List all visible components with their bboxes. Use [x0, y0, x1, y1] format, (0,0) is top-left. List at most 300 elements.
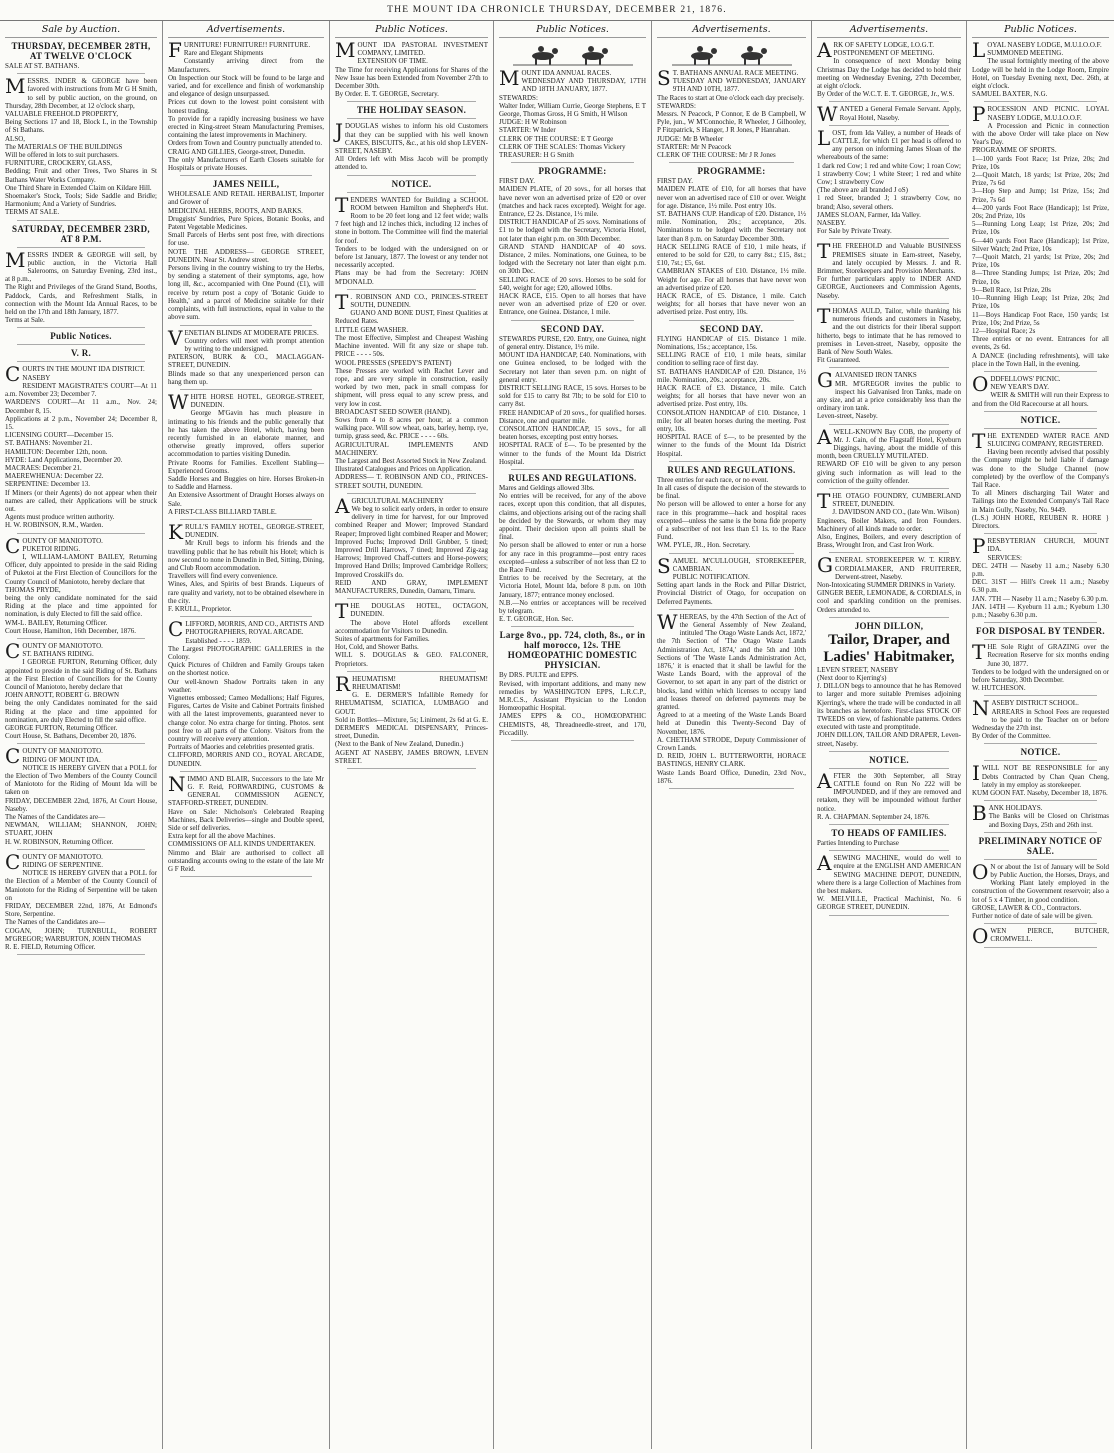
- ad-text-content: CAMBRIAN STAKES of £10. Distance, 1½ mile. Weight for age. For all horses that have never won an advertised prize of £20.: [657, 267, 806, 292]
- ad-text-content: NEW YEAR'S DAY.: [990, 383, 1050, 392]
- ad-text: [817, 666, 961, 674]
- drop-cap: L: [972, 38, 986, 62]
- advertisement: [972, 696, 1109, 744]
- ad-text: [5, 627, 157, 635]
- ad-text-content: 1 dark red Cow; 1 red and white Cow; 1 roan Cow; 1 strawberry Cow; 1 white Steer; 1 red and white Cow; 1 strawberry Cow: [817, 161, 961, 187]
- ad-text-content: ENETIAN BLINDS AT MODERATE PRICES.: [184, 328, 319, 337]
- ad-text-content: DEC. 24TH — Naseby 11 a.m.; Naseby 6.30 p.m.: [972, 561, 1109, 578]
- columns: [0, 21, 1114, 1453]
- ad-text: [499, 492, 646, 541]
- ad-text: [168, 539, 324, 572]
- ad-text-content: The Time for receiving Applications for Shares of the New Issue has been Extended from November 27th to December 30th.: [335, 65, 488, 91]
- ad-text: [499, 243, 646, 276]
- ad-text: [5, 464, 157, 472]
- ad-text: [168, 580, 324, 605]
- drop-cap: W: [657, 609, 678, 634]
- ad-text-content: RK OF SAFETY LODGE, I.O.G.T.: [833, 41, 934, 49]
- advertisement: [168, 38, 324, 176]
- advertisement: [657, 465, 806, 554]
- ad-text-content: Persons living in the country wishing to try the Herbs, by sending a statement of their symptoms, age, how long ill, &c., accompanied with One Pound (£1), will receive by return post a copy of 'Botanic Guide to Health,' and a parcel of Medicine suitable for their complaints, with full instructions, equal in value to the above sum.: [168, 264, 324, 322]
- ad-text: [335, 334, 488, 359]
- ad-text-content: The Largest and Best Assorted Stock in New Zealand.: [335, 456, 487, 465]
- ad-text-content: Tenders to be lodged with the undersigned on or before Saturday, 30th December.: [972, 667, 1109, 685]
- ad-text-content: A DANCE (including refreshments), will take place in the Town Hall, in the evening.: [972, 351, 1109, 368]
- drop-cap: C: [5, 533, 21, 558]
- column-heading: Advertisements.: [817, 24, 961, 38]
- ad-text: [5, 472, 157, 480]
- ad-text: [168, 207, 324, 215]
- ad-text-content: ANK HOLIDAYS.: [988, 804, 1043, 813]
- ad-text: [972, 122, 1109, 147]
- ad-text: [817, 460, 961, 485]
- horse-racing-illustration-icon: [499, 41, 646, 67]
- ad-text: [972, 253, 1109, 269]
- ad-text: [168, 832, 324, 840]
- ad-text: [168, 519, 324, 544]
- advertisement: [657, 609, 806, 789]
- ad-text-content: (Next door to Kjerring's): [817, 674, 887, 682]
- ad-text-content: N.B.—No entries or acceptances will be received by telegram.: [499, 598, 646, 615]
- ad-text: [168, 637, 324, 645]
- divider: [984, 760, 1097, 761]
- divider: [984, 859, 1097, 860]
- ad-text: [168, 148, 324, 156]
- ad-text-content: COGAN, JOHN; TURNBULL, ROBERT M'GREGOR; WARBURTON, JOHN THOMAS: [5, 926, 157, 943]
- ad-text-content: Messrs. N Peacock, P Connor, E de B Campbell, W Pyle, jun., W M'Connochie, R Wheeler, J Gilhooley, P Fitzpatrick, S Hanger, J R Jones, P Hanrahan.: [657, 110, 806, 135]
- ad-text-content: ESSRS INDER & GEORGE will sell, by public auction, in the Victoria Hall Salerooms, on Saturday Evening, 23rd inst., at 8 p.m.,: [5, 250, 157, 284]
- ad-text: [168, 661, 324, 677]
- divider: [347, 192, 476, 193]
- ad-text-content: ST. BATHANS CUP. Handicap of £20. Distance, 1½ mile. Nomination, 20s.; acceptance, 20s. Nominations to be lodged with the Secretary not later than 8 p.m. on Saturday December 30th.: [657, 210, 806, 243]
- ad-text: [817, 851, 961, 896]
- ad-text-content: . ROBINSON AND CO., PRINCES-STREET SOUTH, DUNEDIN.: [350, 292, 488, 310]
- ad-text: [972, 383, 1109, 391]
- ad-text-content: Leven-street, Naseby.: [817, 412, 878, 421]
- advertisement: [5, 74, 157, 220]
- ad-text-content: JUDGE: H W Robinson: [499, 118, 567, 127]
- ad-text: [657, 573, 806, 581]
- ad-text-content: OST, from Ida Valley, a number of Heads of CATTLE, for which £1 per head is offered to any person on informing James Sloan of the whereabouts of the same:: [817, 128, 961, 162]
- divider: [511, 162, 634, 163]
- advertisement: [817, 621, 961, 752]
- ad-text: [499, 541, 646, 574]
- ad-text: [5, 62, 157, 70]
- ad-text: [335, 408, 488, 416]
- ad-text: [817, 275, 961, 300]
- divider: [511, 740, 634, 741]
- ad-text-content: NASEBY.: [817, 219, 846, 228]
- ad-text-content: By DRS. PULTE and EPPS.: [499, 671, 579, 680]
- ad-text-content: The Largest PHOTOGRAPHIC GALLERIES in the Colony.: [168, 644, 324, 662]
- ad-text-content: being the only candidate nominated for the said Riding at the place and time appointed for nomination, is duly Elected to fill the said office.: [5, 593, 157, 619]
- ad-text: [499, 94, 646, 102]
- ad-text: [972, 603, 1109, 619]
- ad-text-content: Illustrated Catalogues and Prices on Application.: [335, 465, 472, 474]
- ad-text-content: Mares and Geldings allowed 3lbs.: [499, 483, 595, 492]
- ad-text-content: Agreed to at a meeting of the Waste Lands Board held at Dunedin this Twenty-Second Day of November, 1876.: [657, 711, 806, 736]
- advertisement: [499, 166, 646, 320]
- ad-text-content: By Order. E. T. GEORGE, Secretary.: [335, 90, 439, 99]
- drop-cap: V: [168, 325, 183, 350]
- divider: [829, 617, 949, 618]
- ad-text: [657, 335, 806, 351]
- advertisement: [5, 41, 157, 74]
- ad-text-content: WM. PYLE, JR., Hon. Secretary.: [657, 541, 751, 550]
- drop-cap: T: [972, 640, 986, 665]
- divider: [347, 598, 476, 599]
- ad-text: [972, 812, 1109, 828]
- ad-text-content: TERMS AT SALE.: [5, 208, 60, 217]
- divider: [180, 771, 312, 772]
- ad-text-content: JAMES EPPS & CO., HOMŒOPATHIC CHEMISTS, 48, Threadneedle-street, and 170, Piccadilly.: [499, 712, 646, 737]
- ad-text: [499, 77, 646, 93]
- ad-text-content: WARDEN'S COURT—At 11 a.m., Nov. 24; December 8, 15.: [5, 398, 157, 415]
- ad-text-content: BROADCAST SEED SOWER (HAND).: [335, 407, 452, 416]
- ad-text-content: HAMILTON: December 12th, noon.: [5, 447, 108, 456]
- ad-text: [817, 589, 961, 614]
- ad-text-content: ENERAL STOREKEEPER W. T. KIRBY. CORDIALMAKER, AND FRUITERER, Derwent-street, Naseby.: [834, 556, 961, 581]
- ad-text: [657, 102, 806, 110]
- ad-text: [5, 159, 157, 167]
- ad-text: [168, 678, 324, 694]
- ad-title: SECOND DAY.: [540, 323, 605, 334]
- ad-text-content: HOMAS AULD, Tailor, while thanking his numerous friends and customers in Naseby, and the out districts for their liberal support hitherto, begs to intimate that he has removed to premises in Leven-street, Naseby, opposite the Bank of New South Wales.: [817, 306, 961, 356]
- ad-text-content: Waste Lands Board Office, Dunedin, 23rd Nov., 1876.: [657, 768, 806, 785]
- divider: [669, 162, 794, 163]
- ad-text-content: Portraits of Maories and celebrities presented gratis.: [168, 743, 314, 752]
- ad-text: [657, 177, 806, 185]
- ad-text: [817, 102, 961, 127]
- ad-text-content: Parties Intending to Purchase: [817, 839, 899, 848]
- ad-text-content: Setting apart lands in the Rock and Pillar District, Provincial District of Otago, for occupation on Deferred Payments.: [657, 581, 806, 606]
- ad-text-content: These Presses are worked with Rachet Lever and rope, and are very simple in construction, easily worked by two men, pack in small compass for shipment, will press equal to any screw press, and very low in cost.: [335, 366, 488, 408]
- ad-text: [499, 135, 646, 143]
- ad-text: [972, 761, 1109, 789]
- divider: [17, 247, 145, 248]
- ad-text-content: JOHN ARNOTT, ROBERT G. BROWN: [5, 691, 120, 700]
- divider: [17, 327, 145, 328]
- ad-text: [168, 694, 324, 743]
- ad-text-content: RESBYTERIAN CHURCH, MOUNT IDA.: [987, 537, 1109, 554]
- advertisement: [168, 179, 324, 325]
- ad-text-content: By Order of the Committee.: [972, 732, 1051, 741]
- ad-text: [499, 185, 646, 218]
- ad-text: [972, 789, 1109, 797]
- divider: [984, 428, 1097, 429]
- ad-text-content: Court House, Hamilton, 16th December, 1876.: [5, 626, 136, 635]
- ad-text: [335, 493, 488, 518]
- ad-text-content: MOUNT IDA HANDICAP, £40. Nominations, with one Guinea enclosed, to be lodged with the Secretary not later than seven p.m. on night of general entry.: [499, 351, 646, 384]
- ad-text: [168, 139, 324, 147]
- divider: [347, 289, 476, 290]
- ad-text: [817, 581, 961, 589]
- ad-text-content: NASEBY: [22, 373, 51, 382]
- drop-cap: C: [168, 617, 184, 642]
- advertisement: [5, 224, 157, 248]
- ad-text-content: 6—440 yards Foot Race (Handicap); 1st Prize, Silver Watch; 2nd Prize, 10s: [972, 236, 1109, 253]
- ad-text: [5, 764, 157, 797]
- ad-text-content: No person will be allowed to enter a horse for any race in this programme—hack and hospital races excepted—unless the same is the bona fide property of a subscriber of not less than £1 1s. to the Race Fund.: [657, 500, 806, 542]
- ad-text-content: The most Effective, Simplest and Cheapest Washing Machine invented. Will fit any size or shape tub. PRICE - - - - 50s.: [335, 333, 488, 359]
- masthead: THE MOUNT IDA CHRONICLE THURSDAY, DECEMBER 21, 1876.: [0, 0, 1114, 21]
- advertisement: [168, 617, 324, 772]
- ad-text: [335, 716, 488, 741]
- divider: [511, 320, 634, 321]
- ad-text: [335, 326, 488, 334]
- ad-text: [972, 912, 1109, 920]
- divider: [347, 118, 476, 119]
- column-4: [494, 21, 652, 1449]
- ad-text-content: FLYING HANDICAP of £15. Distance 1 mile. Nominations, 15s.; acceptance, 15s.: [657, 334, 806, 351]
- ad-title: SECOND DAY.: [699, 323, 764, 334]
- ad-text-content: MAEREWHENUA: December 22.: [5, 472, 104, 481]
- ad-text: [5, 918, 157, 926]
- ad-text: [335, 691, 488, 716]
- ad-text: [657, 135, 806, 143]
- ad-text-content: ESSRS. INDER & GEORGE have been favored with instructions from Mr G H Smith, to sell by public auction, on the ground, on Thursday, 28th December, at 12 o'clock sharp,: [5, 77, 157, 110]
- ad-text: [657, 210, 806, 243]
- ad-text-content: I, WILLIAM-LAMONT BAILEY, Returning Officer, duly appointed to preside in the said Riding of Puketoi at the First Election of Councillors for the County Council of Maniototo, hereby declare that: [5, 552, 157, 586]
- ad-text-content: HOSPITAL RACE of £—. To be presented by the winner to the funds of the Mount Ida District Hospital.: [499, 441, 646, 466]
- ad-text: [972, 668, 1109, 684]
- ad-text: [335, 57, 488, 65]
- ad-text: [168, 337, 324, 353]
- ad-text: [168, 74, 324, 99]
- ad-text: [5, 456, 157, 464]
- advertisement: [972, 415, 1109, 429]
- drop-cap: R: [335, 671, 351, 696]
- ad-text-content: CLERK OF THE COURSE: Mr J R Jones: [657, 151, 776, 160]
- column-heading: Sale by Auction.: [5, 24, 157, 38]
- advertisement: [335, 105, 488, 119]
- column-heading: Public Notices.: [499, 24, 646, 38]
- ad-text-content: GEORGE FURTON, Returning Officer.: [5, 724, 118, 733]
- ad-text: [5, 658, 157, 691]
- ad-text-content: ALVANISED IRON TANKS: [834, 371, 917, 380]
- ad-text: [817, 424, 961, 461]
- divider: [829, 850, 949, 851]
- ad-text-content: F. KRULL, Proprietor.: [168, 605, 232, 613]
- ad-text: [5, 902, 157, 918]
- ad-text: [972, 562, 1109, 578]
- ad-text-content: WEN PIERCE, BUTCHER, CROMWELL.: [990, 927, 1109, 944]
- ad-text: [335, 192, 488, 245]
- divider: [829, 824, 949, 825]
- ad-text: [5, 135, 157, 143]
- ad-text-content: E. T. GEORGE, Hon. Sec.: [499, 615, 574, 624]
- ad-text-content: HE OTAGO FOUNDRY, CUMBERLAND STREET, DUNEDIN.: [832, 491, 961, 509]
- ad-text: [5, 869, 157, 902]
- advertisement: [168, 771, 324, 877]
- ad-text: [5, 398, 157, 414]
- ad-text-content: Will be offered in lots to suit purchasers.: [5, 151, 119, 160]
- ad-text: [499, 102, 646, 118]
- ad-text: [5, 74, 157, 110]
- ad-text-content: 1 red Steer, branded J; 1 strawberry Cow, no brand; Also, several others.: [817, 194, 961, 211]
- ad-text: [972, 171, 1109, 187]
- advertisement: [657, 553, 806, 610]
- ad-text-content: HE EXTENDED WATER RACE AND SLUICING COMPANY, REGISTERED.: [987, 431, 1109, 448]
- ad-text: [817, 49, 961, 57]
- advertisement: [5, 348, 157, 362]
- ad-text-content: HYDE: Land Applications, December 20.: [5, 455, 123, 464]
- advertisement: [972, 428, 1109, 534]
- divider: [180, 519, 312, 520]
- column-heading: Public Notices.: [335, 24, 488, 38]
- advertisement: [657, 324, 806, 462]
- ad-text-content: TREASURER: H G Smith: [499, 151, 574, 160]
- ad-text-content: For Sale by Private Treaty.: [817, 227, 892, 236]
- divider: [829, 101, 949, 102]
- drop-cap: T: [972, 428, 986, 453]
- ad-text: [817, 125, 961, 162]
- ad-text-content: OUNTY OF MANIOTOTO.: [22, 536, 103, 545]
- ad-text: [972, 327, 1109, 335]
- ad-text: [168, 115, 324, 140]
- divider: [984, 639, 1097, 640]
- ad-text-content: CLERK OF THE COURSE: E T George: [499, 134, 614, 143]
- ad-text-content: HEUMATISM! RHEUMATISM! RHEUMATISM!: [352, 674, 488, 692]
- ad-text-content: The only Manufacturers of Earth Closets suitable for Hospitals or private Houses.: [168, 155, 324, 173]
- ad-text-content: WOOL PRESSES (SPEEDY'S PATENT): [335, 358, 452, 367]
- ad-text: [657, 243, 806, 268]
- advertisement: [817, 424, 961, 489]
- divider: [829, 751, 949, 752]
- ad-text-content: VALUABLE FREEHOLD PROPERTY,: [5, 110, 119, 119]
- ad-text-content: NOTICE IS HEREBY GIVEN that a POLL for the Election of Two Members of the County Council of Maniototo for the Riding of Mount Ida will be taken on: [5, 763, 157, 797]
- ad-text: [168, 849, 324, 874]
- ad-text: [168, 57, 324, 73]
- ad-text: [972, 924, 1109, 949]
- drop-cap: T: [335, 599, 349, 624]
- ad-text: [168, 771, 324, 808]
- ad-text: [499, 680, 646, 713]
- divider: [17, 220, 145, 221]
- ad-text-content: HACK SELLING RACE of £10, 1 mile heats, if entered to be sold for £20, to carry 8st.; £15, 8st.; £10, 7st.; £5, 6st.: [657, 242, 806, 268]
- ad-text-content: By Order of the W.C.T. E. T. GEORGE, Jr., W.S.: [817, 90, 955, 99]
- ad-text-content: HEREAS, by the 47th Section of the Act of the General Assembly of New Zealand, intituled 'The Otago Waste Lands Act, 1872,' the 7th Section of 'The Otago Waste Lands Administration Act, 1874,' and the 5th and 10th Sections of 'The Waste Lands Administration Act, 1876,' it is enacted that it shall be lawful for the Waste Lands Board, with the approval of the Governor, to set apart in any part of the district or blocks, land within which licenses to occupy land and leases thereof on deferred payments may be granted.: [657, 612, 806, 712]
- ad-text: [657, 752, 806, 768]
- ad-text: [5, 143, 157, 151]
- divider: [669, 461, 794, 462]
- divider: [347, 671, 476, 672]
- ad-text: [5, 439, 157, 447]
- ad-text: [168, 491, 324, 507]
- ad-text: [499, 335, 646, 351]
- ad-text: [335, 473, 488, 489]
- ad-text: [335, 269, 488, 285]
- ad-text: [657, 110, 806, 135]
- ad-text-content: George M'Gavin has much pleasure in intimating to his friends and the public generally that he has taken the above Hotel, which, having been recently furnished in an elaborate manner, and otherwise greatly improved, offers superior accommodation to parties visiting Dunedin.: [168, 409, 324, 459]
- ad-text-content: Druggists' Sundries, Pure Spices, Botanic Books, and Patent Vegetable Medicines.: [168, 214, 324, 232]
- ad-text: [972, 489, 1109, 514]
- ad-text-content: JAN. 7TH — Naseby 11 a.m.; Naseby 6.30 p.m.: [972, 594, 1108, 603]
- drop-cap: A: [817, 38, 832, 62]
- ad-title: RULES AND REGULATIONS.: [667, 464, 796, 475]
- ad-text-content: CONSOLATION HANDICAP, 15 sovs., for all beaten horses, excepting post entry horses.: [499, 424, 646, 442]
- divider: [984, 947, 1097, 948]
- ad-title: FOR DISPOSAL BY TENDER.: [976, 626, 1105, 637]
- ad-text: [972, 204, 1109, 220]
- divider: [17, 73, 145, 74]
- ad-text-content: WILL S. DOUGLAS & GEO. FALCONER, Proprietors.: [335, 651, 488, 668]
- ad-text-content: HE FREEHOLD and Valuable BUSINESS PREMISES situate in Earn-street, Naseby, and lately occupied by Messrs. J. and R. Brimmer, Storekeepers and Provision Merchants.: [817, 242, 961, 276]
- divider: [984, 923, 1097, 924]
- ad-text: [168, 645, 324, 661]
- ad-text: [5, 619, 157, 627]
- ad-text-content: JAN. 14TH — Kyeburn 11 a.m.; Kyeburn 1.30 p.m.; Naseby 6.30 p.m.: [972, 602, 1109, 619]
- ad-text: [657, 476, 806, 484]
- ad-text-content: Prices cut down to the lowest point consistent with honest trading.: [168, 98, 324, 115]
- ad-text: [335, 457, 488, 465]
- advertisement: [5, 247, 157, 329]
- ad-text-content: The Names of the Candidates are—: [5, 918, 106, 927]
- advertisement: [817, 102, 961, 127]
- ad-text: [5, 650, 157, 658]
- ad-text: [168, 459, 324, 475]
- ad-text: [657, 94, 806, 102]
- drop-cap: B: [972, 801, 987, 826]
- ad-text-content: OUNT IDA PASTORAL INVESTMENT COMPANY, LIMITED.: [357, 41, 488, 58]
- divider: [984, 832, 1097, 833]
- ad-text-content: COMMISSIONS OF ALL KINDS UNDERTAKEN.: [168, 840, 316, 849]
- ad-title: PROGRAMME:: [538, 166, 607, 177]
- advertisement: [499, 473, 646, 627]
- advertisement: [657, 41, 806, 163]
- ad-text: [972, 904, 1109, 912]
- ad-text-content: The Races to start at One o'clock each day precisely.: [657, 93, 804, 102]
- ad-text: [5, 813, 157, 821]
- ad-text: [168, 508, 324, 516]
- ad-text-content: LITTLE GEM WASHER.: [335, 325, 409, 334]
- divider: [984, 101, 1097, 102]
- ad-text-content: Saddle Horses and Buggies on hire. Horses Broken-in to Saddle and Harness.: [168, 474, 324, 492]
- ad-text-content: Three entries or no event. Entrances for all events, 2s 6d.: [972, 335, 1109, 352]
- ad-title: SATURDAY, DECEMBER 23RD, AT 8 P.M.: [12, 223, 150, 244]
- ad-text: [168, 248, 324, 264]
- advertisement: [972, 102, 1109, 372]
- ad-text-content: HACK RACE, £15. Open to all horses that have never won an advertised prize of £20 or over. Entrance, one Guinea. Distance, 1 mile.: [499, 292, 646, 317]
- advertisement: [335, 599, 488, 672]
- ad-title: Public Notices.: [50, 331, 112, 342]
- ad-text-content: SUMMONED MEETING.: [987, 49, 1064, 58]
- ad-text-content: DOUGLAS wishes to inform his old Customers that they can be supplied with his well known CAKES, BISCUITS, &c., at his old shop LEVEN-STREET, NASEBY.: [335, 122, 488, 156]
- ad-text-content: H. W. ROBINSON, Returning Officer.: [5, 837, 114, 846]
- ad-text-content: W. HUTCHESON.: [972, 684, 1026, 693]
- drop-cap: O: [972, 924, 989, 949]
- column-5: [652, 21, 812, 1449]
- ad-text: [335, 671, 488, 696]
- ad-text-content: WEIR & SMITH will run their Express to and from the Old Racecourse at all hours.: [972, 391, 1109, 408]
- ad-text: [168, 98, 324, 114]
- ad-text-content: HE Sole Right of GRAZING over the Recreation Reserve for six months ending June 30, 1877.: [987, 643, 1109, 668]
- drop-cap: C: [5, 638, 21, 663]
- drop-cap: T: [817, 488, 831, 513]
- ad-text: [5, 861, 157, 869]
- ad-text: [817, 553, 961, 581]
- drop-cap: F: [168, 38, 182, 62]
- ad-text: [657, 267, 806, 292]
- divider: [829, 367, 949, 368]
- ad-text: [335, 505, 488, 579]
- ad-title: TO HEADS OF FAMILIES.: [831, 828, 947, 839]
- ad-text: [499, 425, 646, 441]
- ad-text: [817, 412, 961, 420]
- ad-text: [5, 208, 157, 216]
- drop-cap: T: [335, 289, 349, 314]
- ad-text: [499, 484, 646, 492]
- ad-text-content: A Procession and Picnic in connection with the above Order will take place on New Year's Day.: [972, 121, 1109, 147]
